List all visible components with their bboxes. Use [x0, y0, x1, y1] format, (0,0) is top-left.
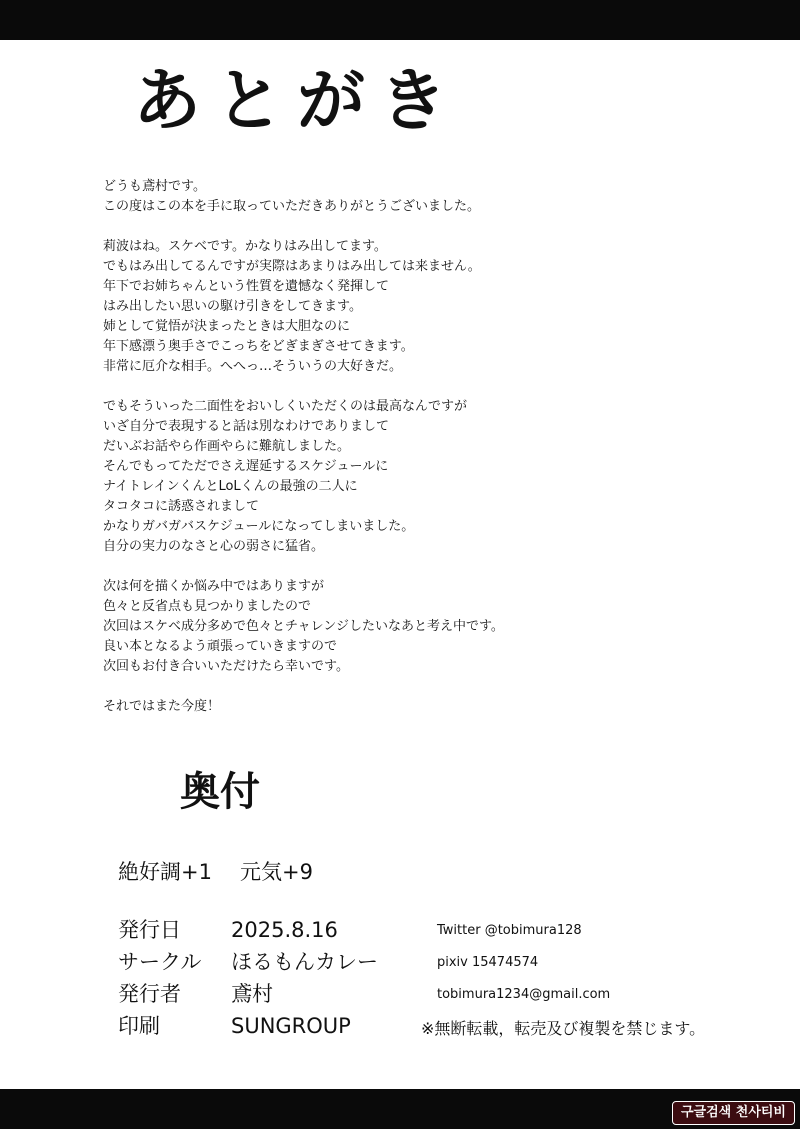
info-row-printer — [118, 1010, 378, 1042]
info-label: サークル — [118, 950, 202, 974]
afterword-line: それではまた今度！ — [103, 699, 221, 714]
colophon-title: 奥付 — [180, 769, 260, 815]
info-value: ほるもんカレー — [231, 950, 378, 974]
contact-pixiv: pixiv 15474574 — [437, 955, 539, 970]
afterword-line: かなりガバガバスケジュールになってしまいました。 — [103, 519, 415, 534]
afterword-line: この度はこの本を手に取っていただきありがとうございました。 — [103, 199, 481, 214]
afterword-line: そんでもってただでさえ遅延するスケジュールに — [103, 459, 389, 474]
stat-energy: 元気+9 — [239, 860, 313, 884]
info-value: 鳶村 — [231, 982, 273, 1006]
afterword-heading: あとがき — [133, 62, 462, 141]
afterword-line: ナイトレインくんとLoLくんの最強の二人に — [103, 479, 358, 494]
afterword-blank-line — [103, 677, 583, 697]
afterword-line: 次は何を描くか悩み中ではありますが — [103, 579, 325, 594]
afterword-line: いざ自分で表現すると話は別なわけでありまして — [103, 419, 390, 434]
afterword-line: 次回はスケベ成分多めで色々とチャレンジしたいなあと考え中です。 — [103, 619, 504, 634]
contact-list — [437, 915, 610, 1011]
stats-line — [118, 858, 313, 886]
afterword-line: 莉波はね。スケベです。かなりはみ出してます。 — [103, 239, 387, 254]
stat-condition: 絶好調+1 — [118, 860, 212, 884]
publication-info — [118, 914, 378, 1042]
afterword-line: タコタコに誘惑されまして — [103, 499, 260, 514]
info-row-publisher — [118, 978, 378, 1010]
afterword-line: 年下でお姉ちゃんという性質を遺憾なく発揮して — [103, 279, 390, 294]
info-row-circle — [118, 946, 378, 978]
afterword-line: 非常に厄介な相手。へへっ…そういうの大好きだ。 — [103, 359, 403, 374]
afterword-line: 姉として覚悟が決まったときは大胆なのに — [103, 319, 351, 334]
afterword-line: 次回もお付き合いいただけたら幸いです。 — [103, 659, 349, 674]
afterword-line: どうも鳶村です。 — [103, 179, 206, 194]
afterword-line: 良い本となるよう頑張っていきますので — [103, 639, 338, 654]
copyright-notice: ※無断転載，転売及び複製を禁じます。 — [421, 1019, 706, 1038]
contact-twitter: Twitter @tobimura128 — [437, 923, 582, 938]
info-label: 発行日 — [118, 918, 181, 942]
contact-email: tobimura1234@gmail.com — [437, 987, 611, 1002]
afterword-text — [103, 177, 583, 717]
afterword-line: だいぶお話やら作画やらに難航しました。 — [103, 439, 351, 454]
afterword-line: 年下感漂う奥手さでこっちをどぎまぎさせてきます。 — [103, 339, 414, 354]
info-row-date — [118, 914, 378, 946]
afterword-line: 色々と反省点も見つかりましたので — [103, 599, 312, 614]
afterword-blank-line — [103, 377, 583, 397]
afterword-line: はみ出したい思いの駆け引きをしてきます。 — [103, 299, 362, 314]
watermark-badge: 구글검색 천사티비 — [672, 1101, 795, 1125]
info-label: 発行者 — [118, 982, 181, 1006]
afterword-line: 自分の実力のなさと心の弱さに猛省。 — [103, 539, 325, 554]
top-border-bar — [0, 0, 800, 40]
afterword-line: でもそういった二面性をおいしくいただくのは最高なんですが — [103, 399, 468, 414]
info-value: 2025.8.16 — [231, 918, 338, 942]
info-value: SUNGROUP — [231, 1014, 351, 1038]
afterword-blank-line — [103, 217, 583, 237]
afterword-line: でもはみ出してるんですが実際はあまりはみ出しては来ません。 — [103, 259, 481, 274]
info-label: 印刷 — [118, 1014, 160, 1038]
afterword-blank-line — [103, 557, 583, 577]
